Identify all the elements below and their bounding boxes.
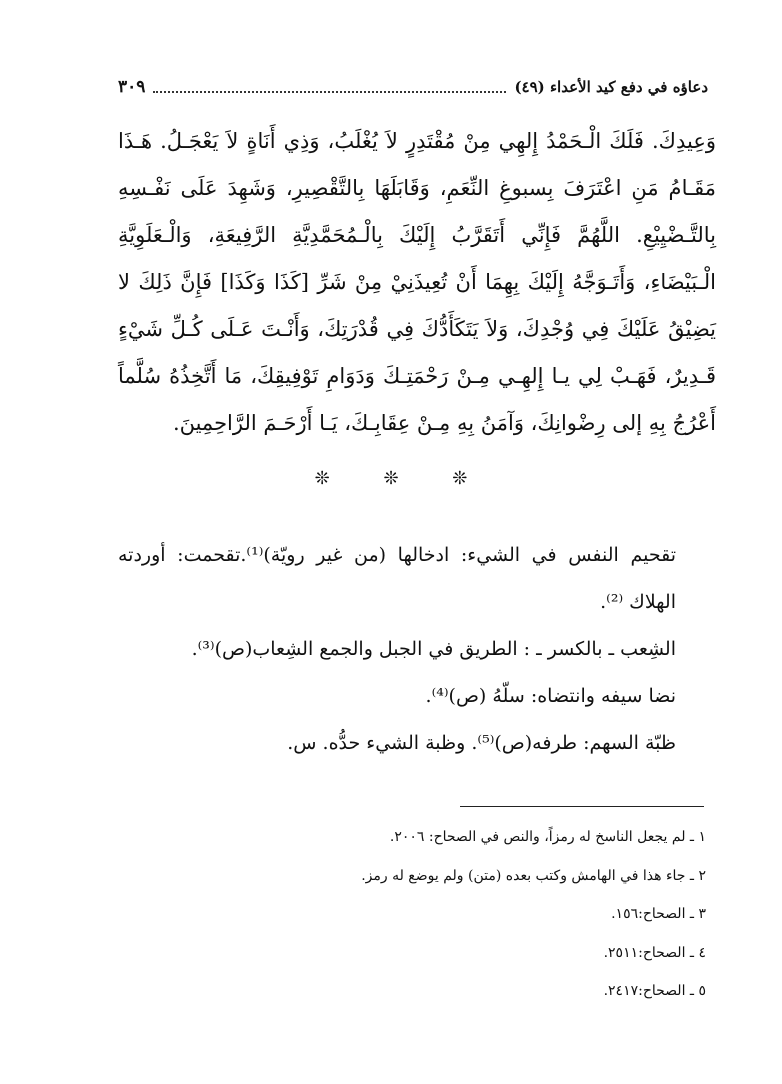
header-title: دعاؤه في دفع كيد الأعداء (٤٩) [514, 78, 708, 96]
separator-star: ❊ [383, 468, 399, 489]
separator-star: ❊ [314, 468, 330, 489]
footnote: ١ ـ لم يجعل الناسخ له رمزاً، والنص في الصحاح: ٢٠٠٦. [389, 829, 706, 845]
prayer-text-block [118, 118, 716, 447]
separator-star: ❊ [452, 468, 468, 489]
running-header [118, 74, 708, 100]
footnote: ٣ ـ الصحاح:١٥٦. [611, 906, 706, 922]
glossary-entry: الشِعب ـ بالكسر ـ : الطريق في الجبل والجمع الشِعاب(ص)⁽³⁾. [191, 638, 676, 660]
page-number: ٣٠٩ [118, 77, 146, 97]
section-separator [0, 468, 782, 489]
footnote: ٤ ـ الصحاح:٢٥١١. [603, 944, 706, 961]
glossary-notes [118, 532, 716, 767]
footnote: ٥ ـ الصحاح:٢٤١٧. [603, 983, 706, 999]
footnote-divider [460, 806, 704, 807]
glossary-entry: نضا سيفه وانتضاه: سلّهُ (ص)⁽⁴⁾. [425, 685, 676, 707]
footnotes [118, 818, 706, 1011]
glossary-entry: تقحيم النفس في الشيء: ادخالها (من غير رويّة)⁽¹⁾.تقحمت: أوردته الهلاك ⁽²⁾. [118, 544, 676, 613]
header-dot-leader [153, 89, 506, 93]
footnote: ٢ ـ جاء هذا في الهامش وكتب بعده (متن) ولم يوضع له رمز. [361, 867, 706, 884]
prayer-paragraph: وَعِيدِكَ. فَلَكَ الْـحَمْدُ إِلهِي مِنْ مُقْتَدِرٍ لاَ يُغْلَبُ، وَذِي أَنَاةٍ لاَ يَعْجَـلُ. هَـذَا مَقَـامُ مَنِ اعْتَرَفَ بِسبوغِ النِّعَمِ، وَقَابَلَهَا بِالتَّقْصِيرِ، وَشَهِدَ عَلَى نَفْـسِهِ بِالتَّـضْيِيْعِ. اللَّهُمَّ فَإِنِّي أَتَقَرَّبُ إِلَيْكَ بِالْـمُحَمَّدِيَّةِ الرَّفِيعَةِ، وَالْـعَلَوِيَّةِ الْـبَيْضَاءِ، وَأَتَـوَجَّهُ إِلَيْكَ بِهِمَا أَنْ تُعِيذَنِيْ مِنْ شَرِّ [كَذَا وَكَذَا] فَإِنَّ ذَلِكَ لا يَضِيْقُ عَلَيْكَ فِي وُجْدِكَ، وَلاَ يَتَكَأَدُّكَ فِي قُدْرَتِكَ، وَأَنْـتَ عَـلَى كُـلِّ شَيْءٍ قَـدِيرٌ، فَهَـبْ لِي يـا إِلهِـي مِـنْ رَحْمَتِـكَ وَدَوَامِ تَوْفِيقِكَ، مَا أَتَّخِذُهُ سُلَّماً أَعْرُجُ بِهِ إلى رِضْوانِكَ، وَآمَنُ بِهِ مِـنْ عِقَابِـكَ، يَـا أَرْحَـمَ الرَّاحِمِينَ. [118, 129, 716, 435]
glossary-entry: ظبّة السهم: طرفه(ص)⁽⁵⁾. وظبة الشيء حدُّه. س. [287, 732, 676, 754]
